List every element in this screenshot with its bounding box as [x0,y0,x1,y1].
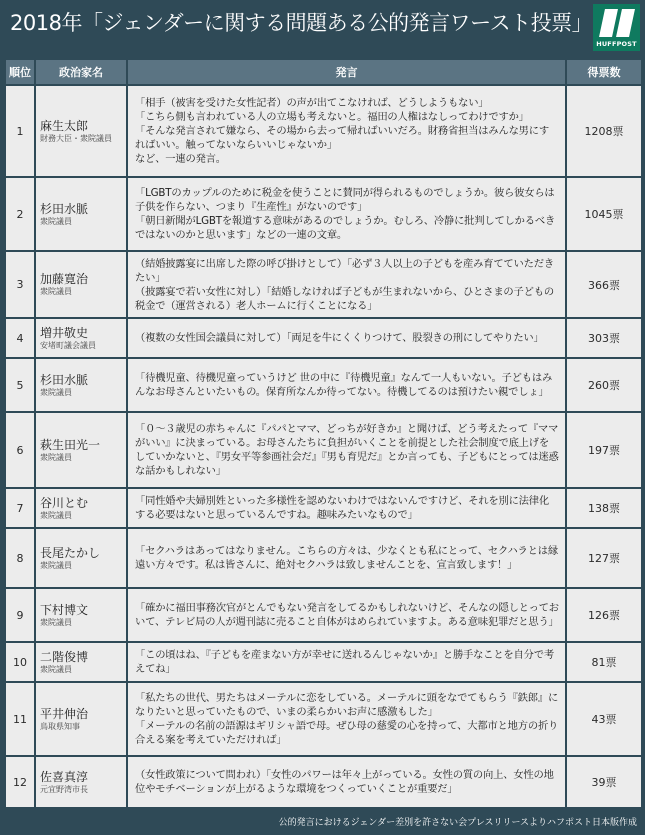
votes-cell: 126票 [566,588,642,642]
votes-cell: 1045票 [566,177,642,251]
statement-cell: 「待機児童、待機児童っていうけど 世の中に『待機児童』なんて一人もいない。子どもはみんなお母さんといたいもの。保育所なんか待ってない。待機してるのは預けたい親でしょ」 [127,358,566,412]
politician-position: 衆院議員 [40,452,72,462]
header-rank: 順位 [5,59,35,85]
politician-position: 元宜野湾市長 [40,784,88,794]
statement-cell: 「確かに福田事務次官がとんでもない発言をしてるかもしれないけど、そんなの隠しとっておいて、テレビ局の人が週刊誌に売ること自体がはめられていますよ。ある意味犯罪だと思う」 [127,588,566,642]
votes-cell: 197票 [566,412,642,488]
politician-name: 萩生田光一 [40,437,101,452]
table-row [5,251,642,318]
table-row [5,588,642,642]
votes-cell: 303票 [566,318,642,358]
votes-cell: 127票 [566,528,642,588]
politician-name: 増井敬史 [40,325,89,340]
rank-cell: 8 [5,528,35,588]
politician-cell [35,85,127,177]
politician-position: 安堵町議会議員 [40,340,96,350]
votes-cell: 81票 [566,642,642,682]
politician-position: 衆院議員 [40,387,72,397]
politician-name: 長尾たかし [40,545,101,560]
statement-cell: （女性政策について問われ）「女性のパワーは年々上がっている。女性の質の向上、女性の地位やモチベーションが上がるような環境をつくっていくことが重要だ」 [127,756,566,808]
politician-name: 佐喜真淳 [40,769,89,784]
votes-cell: 138票 [566,488,642,528]
statement-cell: 「０～３歳児の赤ちゃんに『パパとママ、どっちが好きか』と聞けば、どう考えたって『ママがいい』に決まっている。お母さんたちに負担がいくことを前提とした社会制度で底上げをしていかないと、『男女平等参画社会だ』『男も育児だ』とか言っても、子どもにとっては迷惑な話かもしれない」 [127,412,566,488]
politician-cell [35,682,127,756]
table-row [5,85,642,177]
header-votes: 得票数 [566,59,642,85]
statement-cell: （結婚披露宴に出席した際の呼び掛けとして）「必ず３人以上の子どもを産み育てていただきたい」 （披露宴で若い女性に対し）「結婚しなければ子どもが生まれないから、ひとさまの子どもの税金で（運営される）老人ホームに行くことになる」 [127,251,566,318]
rank-cell: 5 [5,358,35,412]
votes-cell: 366票 [566,251,642,318]
politician-position: 衆院議員 [40,287,72,296]
politician-name: 谷川とむ [40,495,89,510]
rank-cell: 7 [5,488,35,528]
politician-cell [35,318,127,358]
politician-cell [35,358,127,412]
ranking-table [4,58,643,809]
politician-cell [35,642,127,682]
statement-cell: 「私たちの世代、男たちはメーテルに恋をしている。メーテルに頭をなでてもらう『鉄郎』になりたいと思っていたもので、いまの柔らかいお声に感激もした」 「メーテルの名前の語源はギリシャ語で母。ぜひ母の慈愛の心を持って、大都市と地方の折り合える案を考えていただければ」 [127,682,566,756]
politician-position: 衆院議員 [40,510,72,520]
politician-cell [35,588,127,642]
table-row [5,412,642,488]
table-row [5,488,642,528]
rank-cell: 2 [5,177,35,251]
huffpost-logo [593,4,640,51]
politician-name: 二階俊博 [40,649,89,664]
politician-position: 衆院議員 [40,560,72,570]
table-row [5,318,642,358]
votes-cell: 260票 [566,358,642,412]
statement-cell: 「同性婚や夫婦別姓といった多様性を認めないわけではないんですけど、それを別に法律化する必要はないと思っているんですね。趣味みたいなもので」 [127,488,566,528]
politician-name: 杉田水脈 [40,372,89,387]
header-politician: 政治家名 [35,59,127,85]
table-row [5,177,642,251]
politician-position: 衆院議員 [40,216,72,226]
table-row [5,528,642,588]
votes-cell: 1208票 [566,85,642,177]
politician-name: 下村博文 [40,602,89,617]
rank-cell: 3 [5,251,35,318]
statement-cell: 「この頃はね、『子どもを産まない方が幸せに送れるんじゃないか』と勝手なことを自分で考えてね」 [127,642,566,682]
rank-cell: 10 [5,642,35,682]
logo-bars-icon [600,9,633,37]
rank-cell: 12 [5,756,35,808]
table-row [5,682,642,756]
logo-label: HUFFPOST [596,40,637,48]
politician-position: 衆院議員 [40,617,72,627]
statement-cell: 「LGBTのカップルのために税金を使うことに賛同が得られるものでしょうか。彼ら彼女らは子供を作らない、つまり『生産性』がないのです」 「朝日新聞がLGBTを報道する意味があるのでしょうか。むしろ、冷静に批判してしかるべきではないのかと思います」などの一連の文章。 [127,177,566,251]
table-header-row [5,59,642,85]
politician-cell [35,412,127,488]
table-row [5,756,642,808]
politician-name: 杉田水脈 [40,201,89,216]
rank-cell: 4 [5,318,35,358]
politician-position: 鳥取県知事 [40,721,80,731]
statement-cell: （複数の女性国会議員に対して）「両足を牛にくくりつけて、股裂きの刑にしてやりたい」 [127,318,566,358]
votes-cell: 39票 [566,756,642,808]
rank-cell: 6 [5,412,35,488]
politician-cell [35,756,127,808]
rank-cell: 9 [5,588,35,642]
statement-cell: 「相手（被害を受けた女性記者）の声が出てこなければ、どうしようもない」 「こちら側も言われている人の立場も考えないと。福田の人権はなしってわけですか」 「そんな発言されて嫌なら、その場から去って帰ればいいだろ。財務省担当はみんな男にすればいい。触ってないならいいじゃないか」 など、一連の発言。 [127,85,566,177]
page-title: 2018年「ジェンダーに関する問題ある公的発言ワースト投票」 [10,11,593,35]
politician-cell [35,488,127,528]
rank-cell: 11 [5,682,35,756]
source-footer: 公的発言におけるジェンダー差別を許さない会プレスリリースよりハフポスト日本版作成 [278,818,637,828]
votes-cell: 43票 [566,682,642,756]
politician-name: 加藤寛治 [40,272,89,286]
politician-cell [35,528,127,588]
statement-cell: 「セクハラはあってはなりません。こちらの方々は、少なくとも私にとって、セクハラとは縁遠い方々です。私は皆さんに、絶対セクハラは致しませんことを、宣言致します！」 [127,528,566,588]
politician-cell [35,177,127,251]
politician-position: 財務大臣・衆院議員 [40,133,112,143]
politician-name: 平井伸治 [40,706,89,721]
rank-cell: 1 [5,85,35,177]
politician-position: 衆院議員 [40,664,72,674]
table-row [5,358,642,412]
politician-name: 麻生太郎 [40,118,89,133]
table-row [5,642,642,682]
header-statement: 発言 [127,59,566,85]
politician-cell [35,251,127,318]
